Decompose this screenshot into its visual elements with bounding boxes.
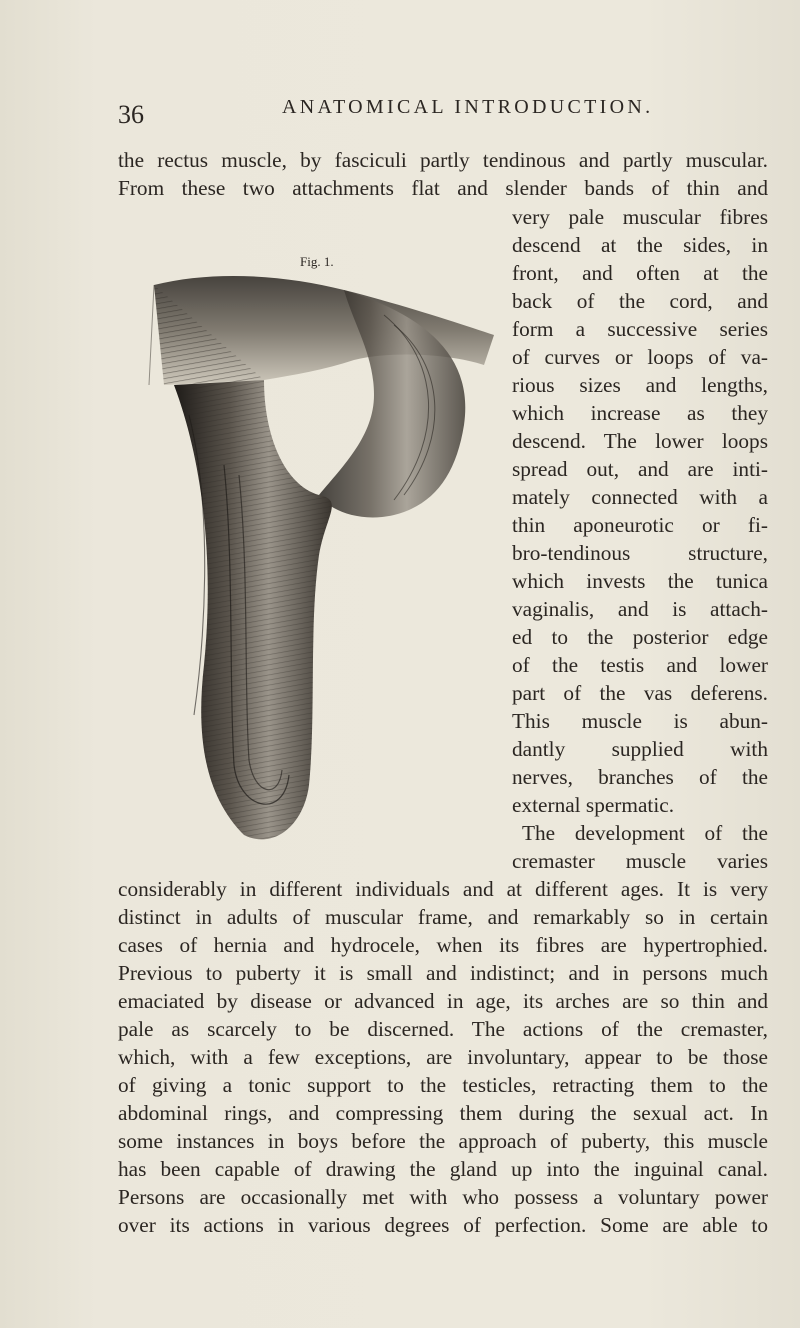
- text-line: rious sizes and lengths,: [512, 373, 768, 397]
- text-line: external spermatic.: [512, 793, 675, 817]
- text-line: pale as scarcely to be discerned. The actions of the cremaster,: [118, 1017, 768, 1041]
- text-line: of giving a tonic support to the testicles, retracting them to the: [118, 1073, 768, 1097]
- text-line: some instances in boys before the approach of puberty, this muscle: [118, 1129, 768, 1153]
- text-line: which increase as they: [512, 401, 768, 425]
- text-line: Persons are occasionally met with who possess a voluntary power: [118, 1185, 768, 1209]
- text-line: of curves or loops of va-: [512, 345, 768, 369]
- text-line: part of the vas deferens.: [512, 681, 768, 705]
- text-line: form a successive series: [512, 317, 768, 341]
- text-line: which, with a few exceptions, are involuntary, appear to be those: [118, 1045, 768, 1069]
- text-line: spread out, and are inti-: [512, 457, 768, 481]
- text-line: back of the cord, and: [512, 289, 768, 313]
- text-line: thin aponeurotic or fi-: [512, 513, 768, 537]
- running-title: ANATOMICAL INTRODUCTION.: [282, 96, 654, 118]
- cremaster-muscle-engraving: [144, 265, 514, 845]
- text-line: distinct in adults of muscular frame, and remarkably so in certain: [118, 905, 768, 929]
- text-line: mately connected with a: [512, 485, 768, 509]
- text-line: The development of the: [522, 821, 768, 845]
- text-line: the rectus muscle, by fasciculi partly tendinous and partly muscular.: [118, 148, 768, 172]
- text-line: of the testis and lower: [512, 653, 768, 677]
- text-line: cremaster muscle varies: [512, 849, 768, 873]
- text-line: From these two attachments flat and slender bands of thin and: [118, 176, 768, 200]
- text-line: abdominal rings, and compressing them during the sexual act. In: [118, 1101, 768, 1125]
- text-line: front, and often at the: [512, 261, 768, 285]
- text-line: descend. The lower loops: [512, 429, 768, 453]
- text-line: nerves, branches of the: [512, 765, 768, 789]
- text-line: bro-tendinous structure,: [512, 541, 768, 565]
- text-line: descend at the sides, in: [512, 233, 768, 257]
- text-line: emaciated by disease or advanced in age, its arches are so thin and: [118, 989, 768, 1013]
- text-line: ed to the posterior edge: [512, 625, 768, 649]
- figure-label: Fig. 1.: [300, 254, 334, 269]
- text-line: has been capable of drawing the gland up into the inguinal canal.: [118, 1157, 768, 1181]
- text-line: dantly supplied with: [512, 737, 768, 761]
- text-line: which invests the tunica: [512, 569, 768, 593]
- text-line: This muscle is abun-: [512, 709, 768, 733]
- text-line: considerably in different individuals and at different ages. It is very: [118, 877, 768, 901]
- text-line: vaginalis, and is attach-: [512, 597, 768, 621]
- text-line: Previous to puberty it is small and indistinct; and in persons much: [118, 961, 768, 985]
- text-line: cases of hernia and hydrocele, when its fibres are hypertrophied.: [118, 933, 768, 957]
- page-number: 36: [118, 100, 144, 129]
- text-line: over its actions in various degrees of perfection. Some are able to: [118, 1213, 768, 1237]
- text-line: very pale muscular fibres: [512, 205, 768, 229]
